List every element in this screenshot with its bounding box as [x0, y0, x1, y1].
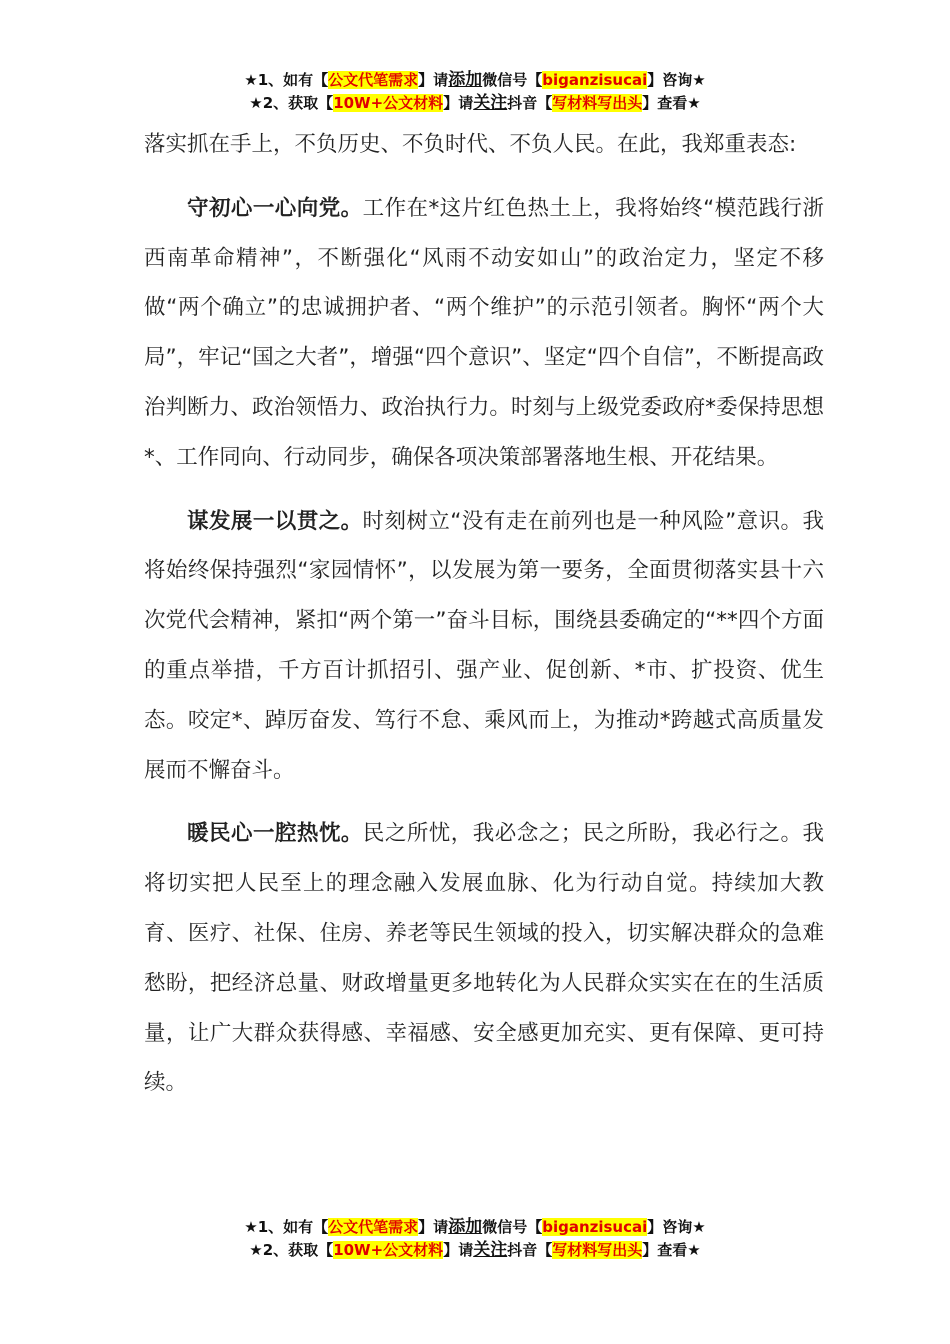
banner-text: ★1、如有【: [244, 1218, 329, 1236]
section-paragraph: [144, 497, 824, 796]
section-heading: 谋发展一以贯之。: [187, 508, 363, 534]
banner-highlight: 公文代笔需求: [328, 71, 419, 89]
banner-text: 】查看★: [642, 1241, 701, 1259]
opening-paragraph: 落实抓在手上，不负历史、不负时代、不负人民。在此，我郑重表态:: [144, 132, 797, 157]
banner-highlight: 写材料写出头: [552, 94, 643, 112]
banner-text: 】查看★: [642, 94, 701, 112]
section-body: 工作在*这片红色热土上，我将始终“模范践行浙西南革命精神”，不断强化“风雨不动安如山”的政治定力，坚定不移做“两个确立”的忠诚拥护者、“两个维护”的示范引领者。胸怀“两个大局”，牢记“国之大者”，增强“四个意识”、坚定“四个自信”，不断提高政治判断力、政治领悟力、政治执行力。时刻与上级党委政府*委保持思想*、工作同向、行动同步，确保各项决策部署落地生根、开花结果。: [144, 195, 824, 470]
banner-underline: 添加: [448, 1217, 483, 1237]
banner-line-2: [0, 1239, 950, 1262]
section-body: 民之所忧，我必念之；民之所盼，我必行之。我将切实把人民至上的理念融入发展血脉、化为行动自觉。持续加大教育、医疗、社保、住房、养老等民生领域的投入，切实解决群众的急难愁盼，把经济总量、财政增量更多地转化为人民群众实实在在的生活质量，让广大群众获得感、幸福感、安全感更加充实、更有保障、更可持续。: [144, 821, 824, 1096]
banner-text: 】咨询★: [647, 1218, 706, 1236]
banner-text: 】请: [443, 1241, 474, 1259]
section-paragraph: [144, 809, 824, 1108]
banner-text: 】请: [418, 71, 449, 89]
banner-highlight: 公文代笔需求: [328, 1218, 419, 1236]
banner-text: 】请: [418, 1218, 449, 1236]
header-banner: [0, 69, 950, 115]
section-paragraph: [144, 184, 824, 483]
banner-underline: 关注: [473, 1240, 508, 1260]
banner-text: 微信号【: [482, 1218, 543, 1236]
banner-text: 微信号【: [482, 71, 543, 89]
banner-text: 抖音【: [507, 94, 553, 112]
section-heading: 暖民心一腔热忱。: [187, 821, 363, 847]
banner-line-1: [0, 1216, 950, 1239]
banner-underline: 添加: [448, 70, 483, 90]
footer-banner: [0, 1216, 950, 1262]
banner-text: ★1、如有【: [244, 71, 329, 89]
banner-text: 】请: [443, 94, 474, 112]
banner-highlight: 写材料写出头: [552, 1241, 643, 1259]
section-heading: 守初心一心向党。: [187, 195, 363, 221]
banner-text: ★2、获取【: [249, 1241, 334, 1259]
banner-highlight: 10W+公文材料: [333, 1241, 444, 1259]
banner-text: ★2、获取【: [249, 94, 334, 112]
banner-line-2: [0, 92, 950, 115]
section-body: 时刻树立“没有走在前列也是一种风险”意识。我将始终保持强烈“家园情怀”，以发展为第一要务，全面贯彻落实县十六次党代会精神，紧扣“两个第一”奋斗目标，围绕县委确定的“**四个方面的重点举措，千方百计抓招引、强产业、促创新、*市、扩投资、优生态。咬定*、踔厉奋发、笃行不怠、乘风而上，为推动*跨越式高质量发展而不懈奋斗。: [144, 508, 824, 783]
banner-text: 抖音【: [507, 1241, 553, 1259]
document-body: [144, 120, 824, 1108]
banner-line-1: [0, 69, 950, 92]
banner-text: 】咨询★: [647, 71, 706, 89]
banner-underline: 关注: [473, 93, 508, 113]
banner-highlight: biganzisucai: [542, 1218, 648, 1236]
banner-highlight: 10W+公文材料: [333, 94, 444, 112]
banner-highlight: biganzisucai: [542, 71, 648, 89]
